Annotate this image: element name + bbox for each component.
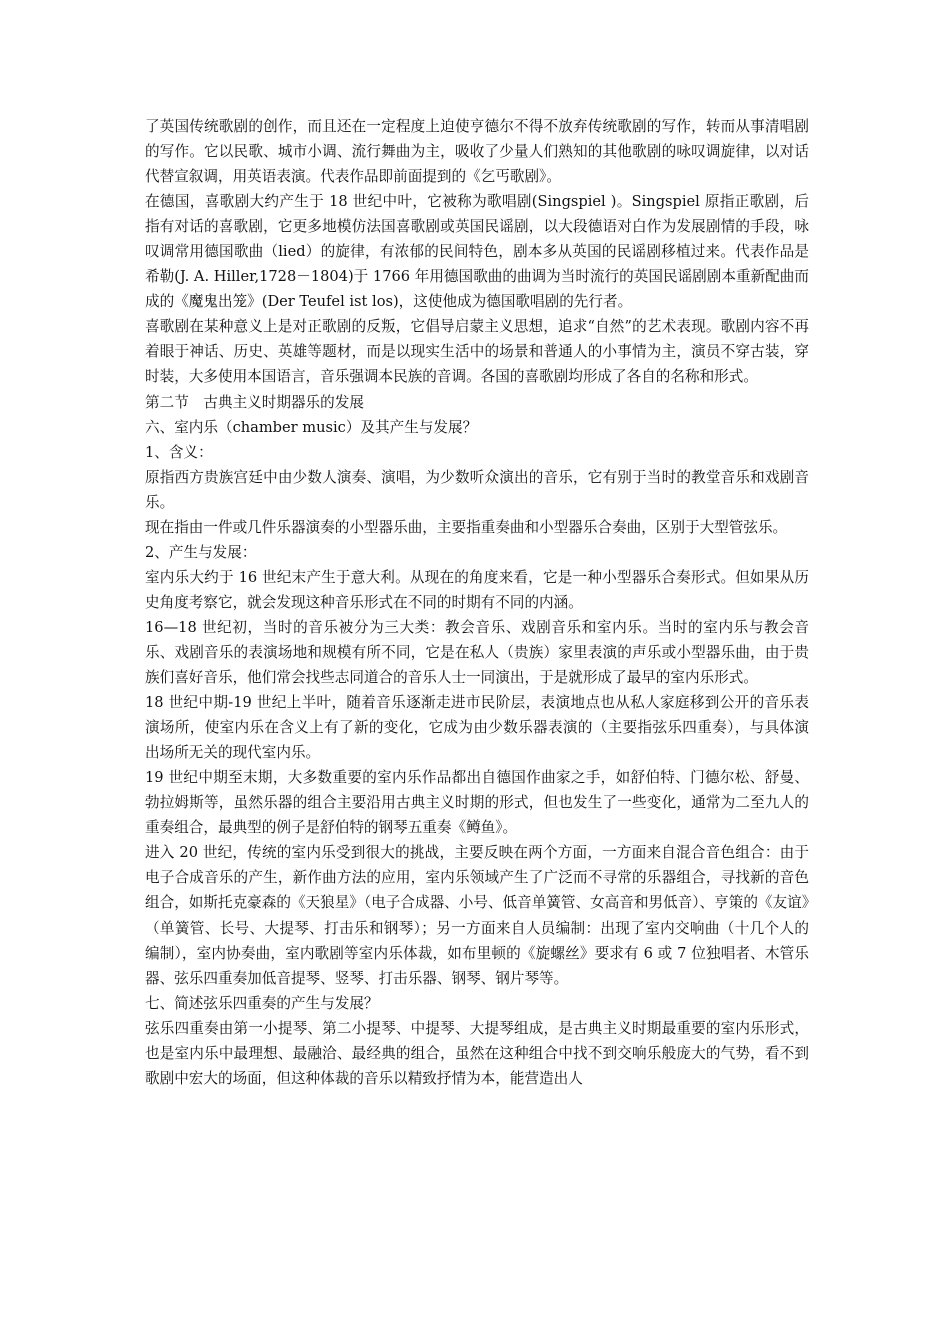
paragraph-7: 原指西方贵族宫廷中由少数人演奏、演唱，为少数听众演出的音乐，它有别于当时的教堂音乐和戏剧音乐。 bbox=[145, 468, 809, 511]
paragraph-1: 了英国传统歌剧的创作，而且还在一定程度上迫使亨德尔不得不放弃传统歌剧的写作，转而从事清唱剧的写作。它以民歌、城市小调、流行舞曲为主，吸收了少量人们熟知的其他歌剧的咏叹调旋律，以对话代替宣叙调，用英语表演。代表作品即前面提到的《乞丐歌剧》。 bbox=[145, 118, 809, 186]
paragraph-16: 弦乐四重奏由第一小提琴、第二小提琴、中提琴、大提琴组成，是古典主义时期最重要的室内乐形式，也是室内乐中最理想、最融洽、最经典的组合，虽然在这种组合中找不到交响乐般庞大的气势，看不到歌剧中宏大的场面，但这种体裁的音乐以精致抒情为本，能营造出人 bbox=[145, 1019, 809, 1087]
question-6-heading: 六、室内乐（chamber music）及其产生与发展？ bbox=[145, 418, 478, 436]
paragraph-3: 喜歌剧在某种意义上是对正歌剧的反叛，它倡导启蒙主义思想，追求“自然”的艺术表现。歌剧内容不再着眼于神话、历史、英雄等题材，而是以现实生活中的场景和普通人的小事情为主，演员不穿古装，穿时装，大多使用本国语言，音乐强调本民族的音调。各国的喜歌剧均形成了各自的名称和形式。 bbox=[145, 318, 809, 386]
paragraph-11: 16—18 世纪初，当时的音乐被分为三大类：教会音乐、戏剧音乐和室内乐。当时的室内乐与教会音乐、戏剧音乐的表演场地和规模有所不同，它是在私人（贵族）家里表演的声乐或小型器乐曲，由于贵族们喜好音乐，他们常会找些志同道合的音乐人士一同演出，于是就形成了最早的室内乐形式。 bbox=[145, 618, 809, 687]
subheading-definition: 1、含义： bbox=[145, 443, 213, 461]
paragraph-12: 18 世纪中期-19 世纪上半叶，随着音乐逐渐走进市民阶层，表演地点也从私人家庭移到公开的音乐表演场所，使室内乐在含义上有了新的变化，它成为由少数乐器表演的（主要指弦乐四重奏），与具体演出场所无关的现代室内乐。 bbox=[145, 694, 809, 762]
paragraph-13: 19 世纪中期至末期，大多数重要的室内乐作品都出自德国作曲家之手，如舒伯特、门德尔松、舒曼、勃拉姆斯等，虽然乐器的组合主要沿用古典主义时期的形式，但也发生了一些变化，通常为二至九人的重奏组合，最典型的例子是舒伯特的钢琴五重奏《鳟鱼》。 bbox=[145, 769, 809, 837]
paragraph-8: 现在指由一件或几件乐器演奏的小型器乐曲，主要指重奏曲和小型器乐合奏曲，区别于大型管弦乐。 bbox=[145, 518, 788, 536]
paragraph-14: 进入 20 世纪，传统的室内乐受到很大的挑战，主要反映在两个方面，一方面来自混合音色组合：由于电子合成音乐的产生，新作曲方法的应用，室内乐领域产生了广泛而不寻常的乐器组合，寻找新的音色组合，如斯托克豪森的《天狼星》（电子合成器、小号、低音单簧管、女高音和男低音）、亨策的《友谊》（单簧管、长号、大提琴、打击乐和钢琴）；另一方面来自人员编制：出现了室内交响曲（十几个人的编制），室内协奏曲，室内歌剧等室内乐体裁，如布里顿的《旋螺丝》要求有 6 或 7 位独唱者、木管乐器、弦乐四重奏加低音提琴、竖琴、打击乐器、钢琴、钢片琴等。 bbox=[145, 844, 810, 987]
subheading-development: 2、产生与发展： bbox=[145, 543, 257, 561]
section-heading: 第二节 古典主义时期器乐的发展 bbox=[145, 393, 364, 411]
paragraph-2: 在德国，喜歌剧大约产生于 18 世纪中叶，它被称为歌唱剧(Singspiel )。Singspiel 原指正歌剧，后指有对话的喜歌剧，它更多地模仿法国喜歌剧或英国民谣剧，以大段德语对白作为发展剧情的手段，咏叹调常用德国歌曲（lied）的旋律，有浓郁的民间特色，剧本多从英国的民谣剧移植过来。代表作品是希勒(J. A. Hiller,1728－1804)于 1766 年用德国歌曲的曲调为当时流行的英国民谣剧剧本重新配曲而成的《魔鬼出笼》(Der Teufel ist los)，这使他成为德国歌唱剧的先行者。 bbox=[145, 193, 809, 311]
paragraph-10: 室内乐大约于 16 世纪末产生于意大利。从现在的角度来看，它是一种小型器乐合奏形式。但如果从历史角度考察它，就会发现这种音乐形式在不同的时期有不同的内涵。 bbox=[145, 568, 809, 611]
question-7-heading: 七、简述弦乐四重奏的产生与发展？ bbox=[145, 994, 379, 1012]
document-body bbox=[145, 114, 809, 1091]
